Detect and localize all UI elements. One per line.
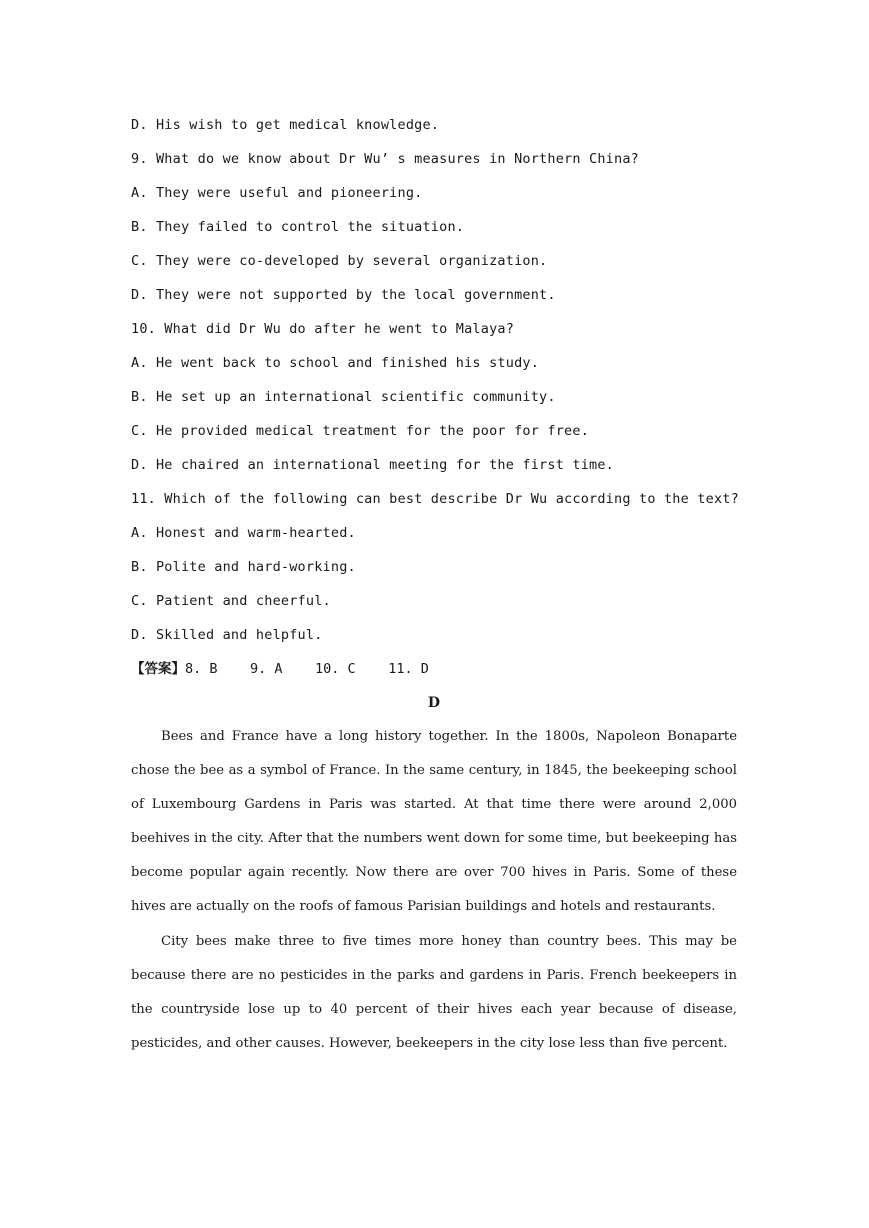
option-line: B. He set up an international scientific community.	[131, 389, 556, 405]
option-line: C. They were co-developed by several organization.	[131, 253, 548, 269]
answer-values: 8. B 9. A 10. C 11. D	[185, 661, 429, 677]
option-line: A. They were useful and pioneering.	[131, 185, 423, 201]
answer-label: 【答案】	[131, 661, 185, 677]
option-line: D. He chaired an international meeting for the first time.	[131, 457, 615, 473]
passage-paragraph: City bees make three to five times more honey than country bees. This may be because there are no pesticides in the parks and gardens in Paris. French beekeepers in the countryside lose up to 40 percent of their hives each year because of disease, pesticides, and other causes. However, beekeepers in the city lose less than five percent.	[131, 933, 737, 1051]
option-line: D. His wish to get medical knowledge.	[131, 117, 440, 133]
option-line: B. They failed to control the situation.	[131, 219, 465, 235]
question-9: 9. What do we know about Dr Wu’ s measures in Northern China?	[131, 151, 639, 167]
document-page	[131, 108, 737, 1061]
section-heading: D	[427, 695, 441, 711]
question-11: 11. Which of the following can best describe Dr Wu according to the text?	[131, 491, 739, 507]
option-line: D. Skilled and helpful.	[131, 627, 323, 643]
option-line: B. Polite and hard-working.	[131, 559, 356, 575]
option-line: C. Patient and cheerful.	[131, 593, 331, 609]
option-line: D. They were not supported by the local government.	[131, 287, 556, 303]
option-line: A. He went back to school and finished his study.	[131, 355, 540, 371]
passage-paragraph: Bees and France have a long history together. In the 1800s, Napoleon Bonaparte chose the bee as a symbol of France. In the same century, in 1845, the beekeeping school of Luxembourg Gardens in Paris was started. At that time there were around 2,000 beehives in the city. After that the numbers went down for some time, but beekeeping has become popular again recently. Now there are over 700 hives in Paris. Some of these hives are actually on the roofs of famous Parisian buildings and hotels and restaurants.	[131, 729, 737, 915]
option-line: C. He provided medical treatment for the poor for free.	[131, 423, 590, 439]
option-line: A. Honest and warm-hearted.	[131, 525, 356, 541]
answer-key	[131, 652, 737, 686]
question-10: 10. What did Dr Wu do after he went to Malaya?	[131, 321, 515, 337]
